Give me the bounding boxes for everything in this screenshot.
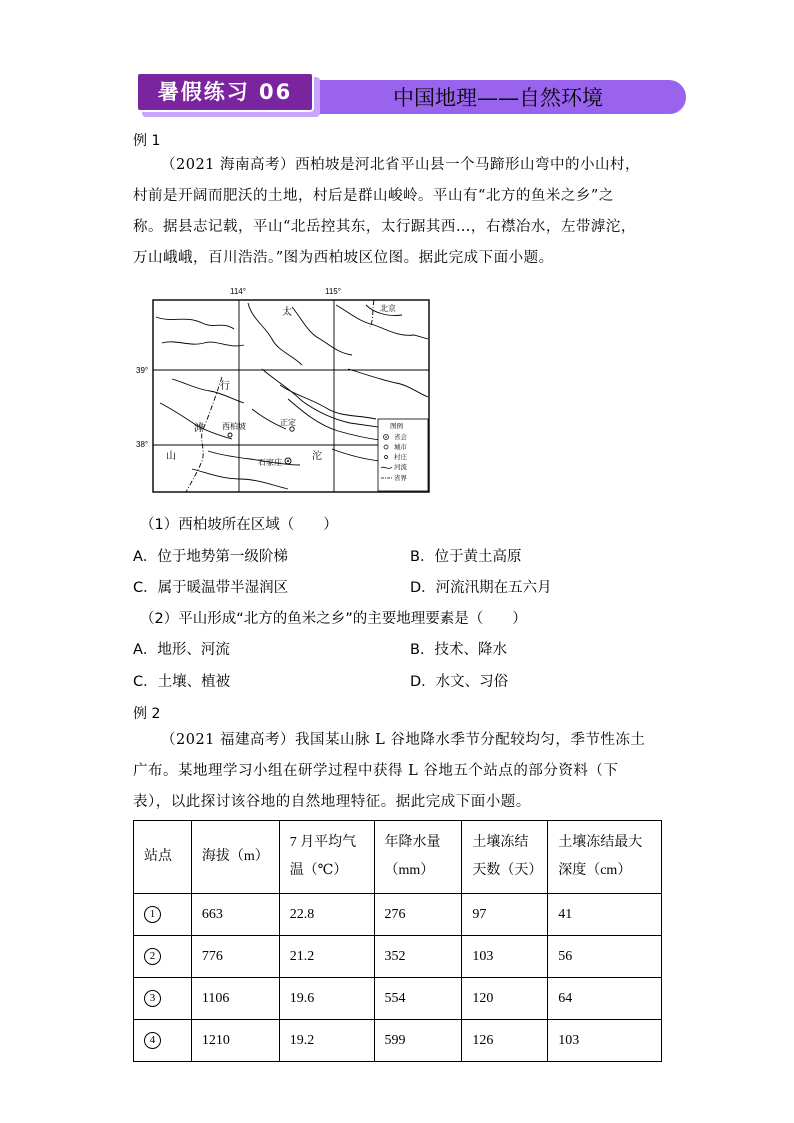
zhengding-marker [290, 427, 294, 431]
table-row [134, 978, 662, 1020]
question-1-option-b[interactable]: B．位于黄土高原 [410, 549, 522, 565]
legend-item: 省会 [394, 434, 407, 441]
label-tuo: 沱 [312, 451, 322, 462]
legend-title: 图例 [390, 423, 403, 430]
label-hang: 行 [220, 381, 230, 392]
label-xibaipo: 西柏坡 [222, 422, 246, 431]
label-zhengding: 正定 [280, 418, 296, 427]
table-cell: 41 [548, 894, 662, 936]
table-cell: 19.6 [279, 978, 374, 1020]
question-2-stem: （2）平山形成“北方的鱼米之乡”的主要地理要素是（ ） [140, 611, 527, 627]
paragraph-line: 万山峨峨，百川浩浩。”图为西柏坡区位图。据此完成下面小题。 [133, 250, 554, 266]
question-1-option-c[interactable]: C．属于暖温带半湿润区 [133, 580, 289, 596]
label-beijing: 北京 [380, 304, 396, 313]
paragraph-line: 表），以此探讨该谷地的自然地理特征。据此完成下面小题。 [133, 794, 531, 810]
station-number-circle: 3 [144, 990, 161, 1007]
table-cell: 554 [374, 978, 462, 1020]
label-hu: 滹 [194, 423, 204, 434]
station-data-table [133, 820, 662, 1062]
example-1-label: 例 1 [133, 133, 161, 149]
lon-label-115: 115° [325, 287, 341, 296]
table-cell: 21.2 [279, 936, 374, 978]
station-number-circle: 4 [144, 1032, 161, 1049]
label-shijiazhuang: 石家庄 [258, 458, 282, 467]
table-cell: 97 [462, 894, 548, 936]
station-cell [134, 936, 192, 978]
example-1-paragraph [133, 150, 673, 274]
legend-item: 省界 [394, 475, 407, 482]
table-cell: 120 [462, 978, 548, 1020]
table-cell: 19.2 [279, 1020, 374, 1062]
table-header-cell: 土壤冻结 天数（天） [462, 821, 548, 894]
question-1-option-a[interactable]: A．位于地势第一级阶梯 [133, 549, 288, 565]
paragraph-line: 广布。某地理学习小组在研学过程中获得 L 谷地五个站点的部分资料（下 [133, 763, 619, 779]
lat-label-39: 39° [136, 366, 149, 375]
table-cell: 776 [191, 936, 279, 978]
question-2-option-c[interactable]: C．土壤、植被 [133, 674, 231, 690]
paragraph-line: （2021 福建高考）我国某山脉 L 谷地降水季节分配较均匀，季节性冻土 [161, 732, 646, 748]
table-header-cell: 海拔（m） [191, 821, 279, 894]
station-number-circle: 2 [144, 948, 161, 965]
lat-label-38: 38° [136, 440, 149, 449]
table-header-cell: 年降水量 （mm） [374, 821, 462, 894]
shijiazhuang-marker-dot [287, 460, 289, 462]
station-cell [134, 978, 192, 1020]
table-cell: 103 [462, 936, 548, 978]
station-cell [134, 894, 192, 936]
paragraph-line: 村前是开阔而肥沃的土地，村后是群山峻岭。平山有“北方的鱼米之乡”之 [133, 188, 614, 204]
table-header-cell: 土壤冻结最大 深度（cm） [548, 821, 662, 894]
table-cell: 126 [462, 1020, 548, 1062]
question-2-option-b[interactable]: B．技术、降水 [410, 642, 507, 658]
table-cell: 663 [191, 894, 279, 936]
table-cell: 64 [548, 978, 662, 1020]
label-shan: 山 [166, 451, 176, 462]
table-header-row [134, 821, 662, 894]
lon-label-114: 114° [230, 287, 246, 296]
example-2-label: 例 2 [133, 706, 161, 722]
table-cell: 1210 [191, 1020, 279, 1062]
legend-city-symbol [384, 445, 388, 449]
table-row [134, 936, 662, 978]
table-cell: 276 [374, 894, 462, 936]
question-2-option-d[interactable]: D．水文、习俗 [410, 674, 509, 690]
exercise-badge-text: 暑假练习 06 [157, 80, 293, 104]
table-cell: 22.8 [279, 894, 374, 936]
table-cell: 56 [548, 936, 662, 978]
page-title: 中国地理——自然环境 [393, 86, 603, 110]
paragraph-line: 称。据县志记载，平山“北岳控其东，太行踞其西…，右襟冶水，左带滹沱， [133, 219, 636, 235]
legend-village-symbol [385, 456, 388, 459]
table-cell: 1106 [191, 978, 279, 1020]
question-1-stem: （1）西柏坡所在区域（ ） [140, 517, 338, 533]
example-2-paragraph [133, 725, 673, 818]
legend-item: 河流 [394, 464, 407, 471]
station-cell [134, 1020, 192, 1062]
legend-item: 村庄 [394, 454, 407, 461]
map-legend [378, 419, 428, 491]
station-number-circle: 1 [144, 906, 161, 923]
table-header-cell: 站点 [134, 821, 192, 894]
table-cell: 352 [374, 936, 462, 978]
table-header-cell: 7 月平均气 温（℃） [279, 821, 374, 894]
table-row [134, 894, 662, 936]
label-tai: 太 [282, 307, 292, 318]
table-cell: 103 [548, 1020, 662, 1062]
question-1-option-d[interactable]: D．河流汛期在五六月 [410, 580, 552, 596]
xibaipo-location-map [152, 299, 430, 493]
table-row [134, 1020, 662, 1062]
question-2-option-a[interactable]: A．地形、河流 [133, 642, 230, 658]
legend-item: 城市 [394, 444, 407, 451]
xibaipo-marker [228, 433, 232, 437]
paragraph-line: （2021 海南高考）西柏坡是河北省平山县一个马蹄形山弯中的小山村， [161, 157, 641, 173]
table-cell: 599 [374, 1020, 462, 1062]
